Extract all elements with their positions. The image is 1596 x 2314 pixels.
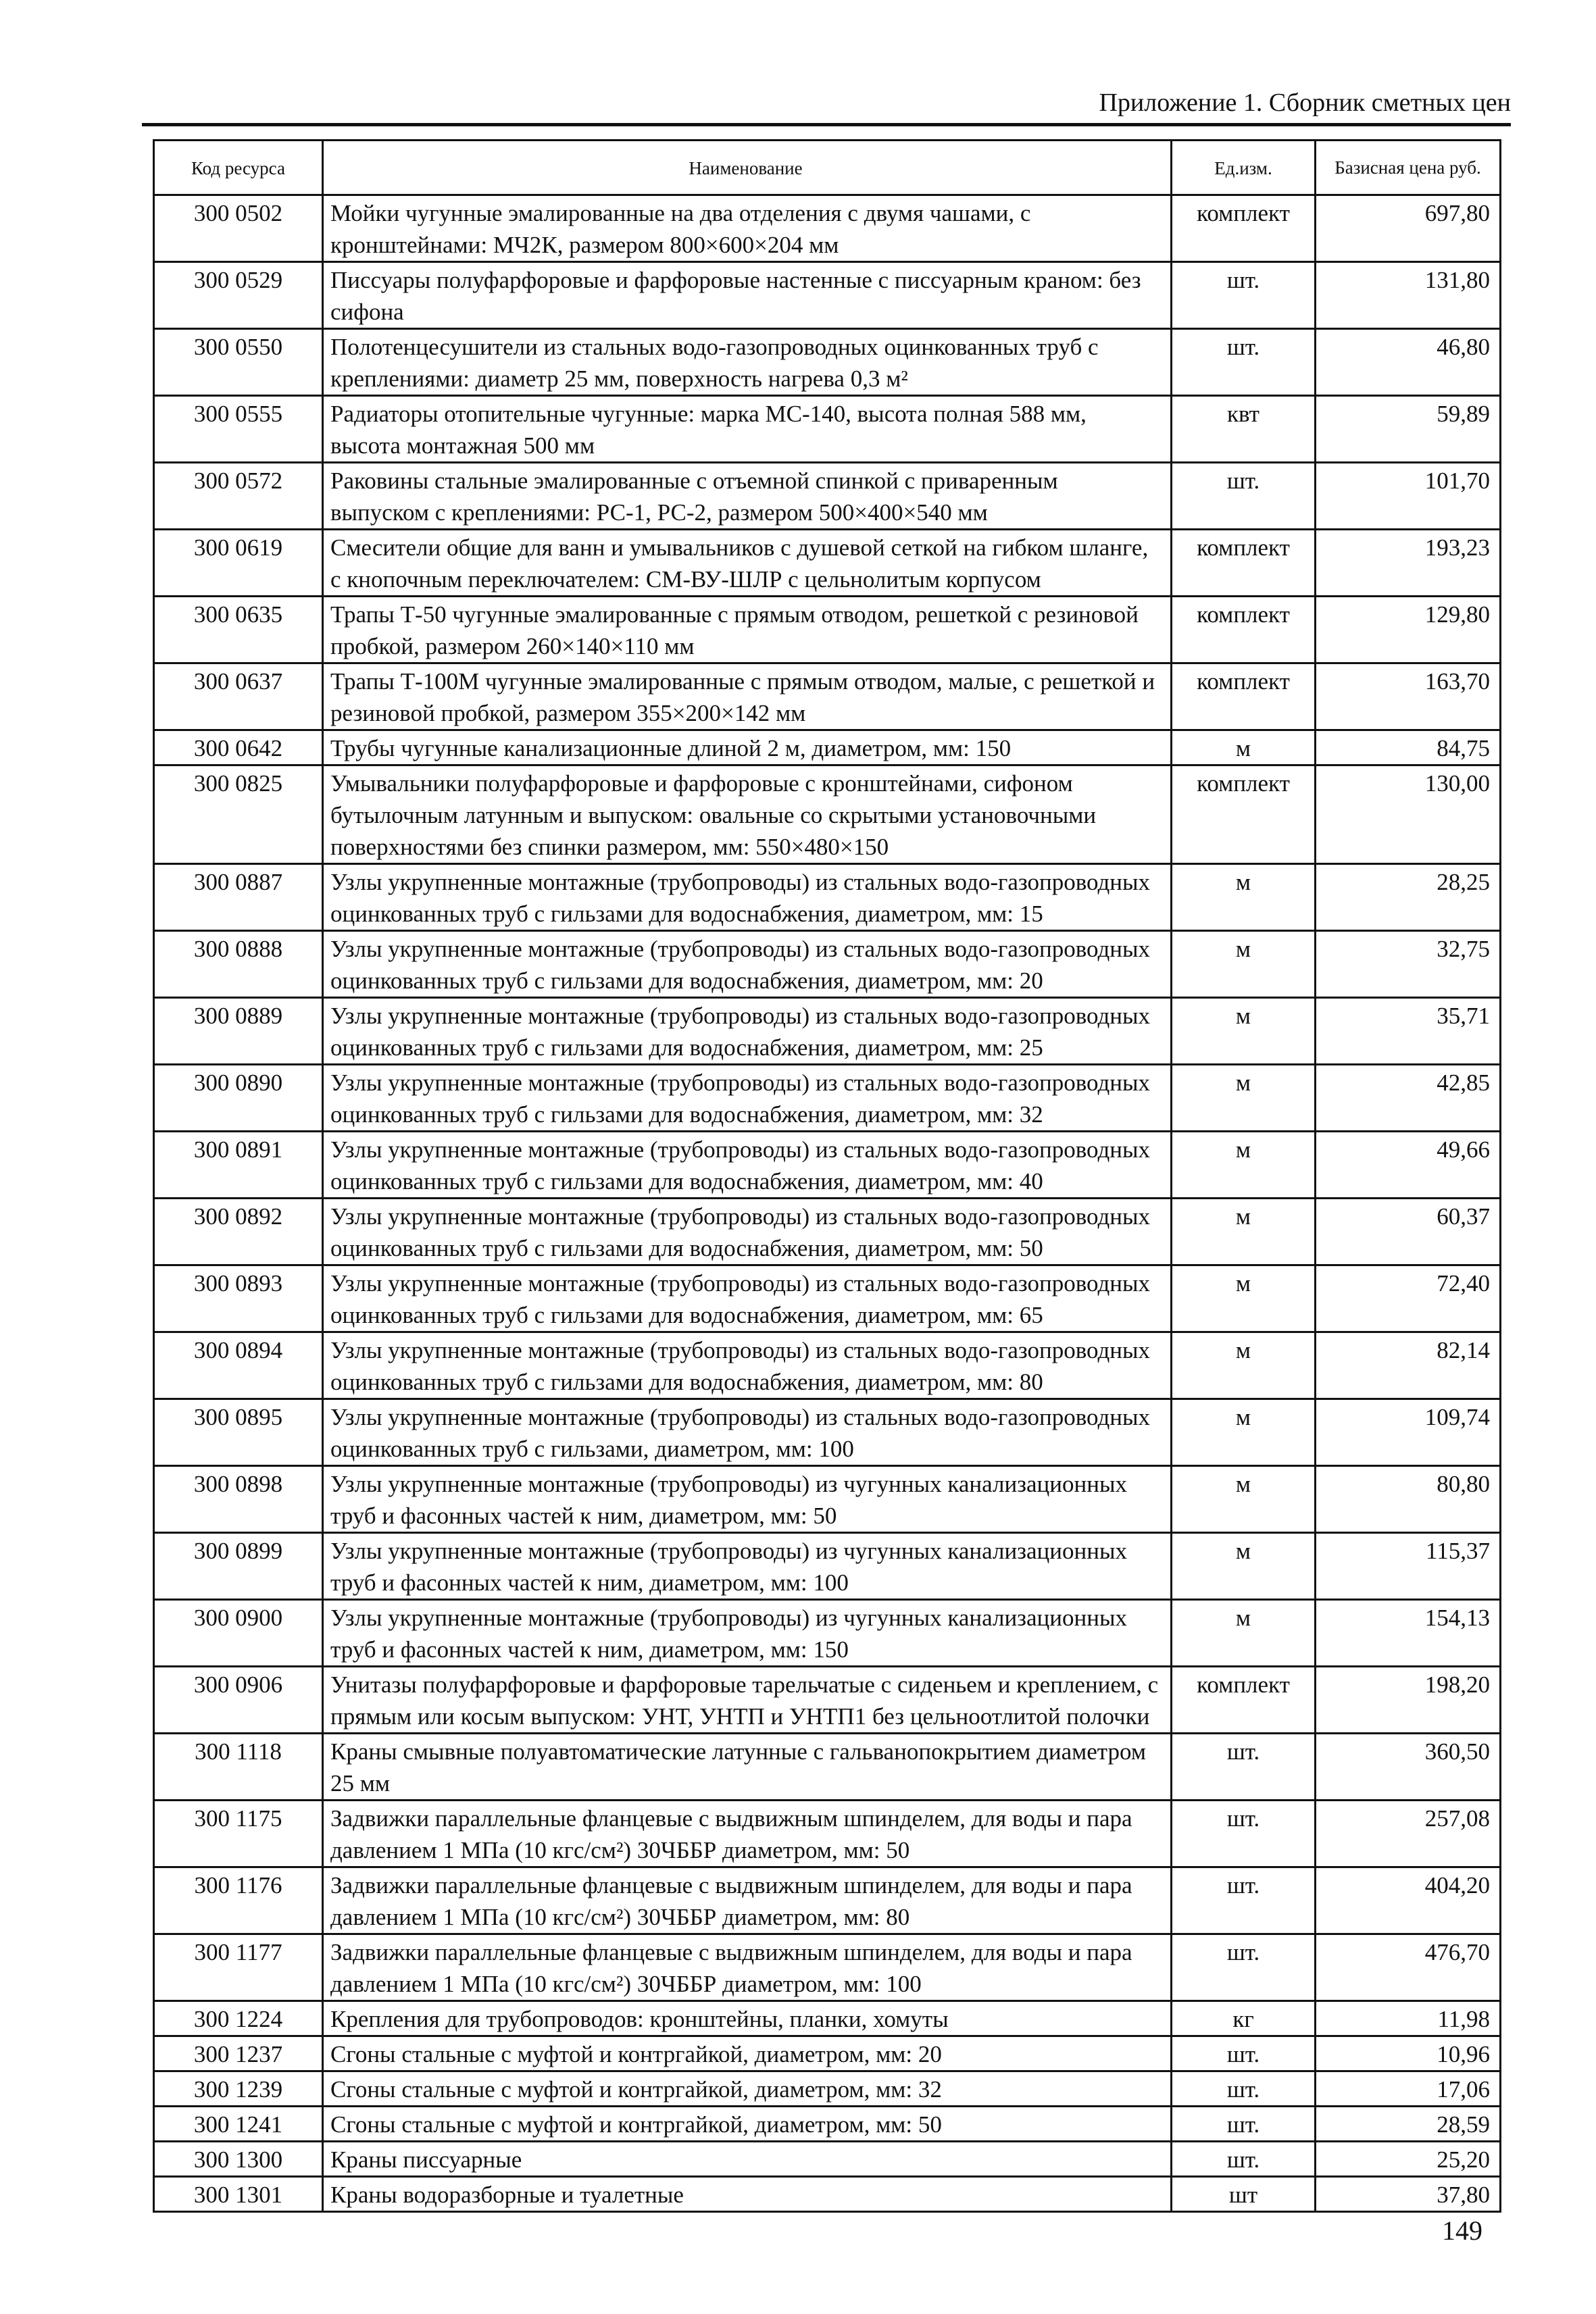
resource-name-cell: Краны писсуарные: [323, 2142, 1172, 2177]
resource-name-cell: Узлы укрупненные монтажные (трубопроводы) из стальных водо-газопроводных оцинкованных труб с гильзами для водоснабжения, диаметром, мм: 32: [323, 1065, 1172, 1132]
table-header-row: [154, 141, 1501, 195]
resource-name-cell: Трапы Т-50 чугунные эмалированные с прямым отводом, решеткой с резиновой пробкой, размером 260×140×110 мм: [323, 597, 1172, 663]
price-cell: 131,80: [1316, 262, 1501, 329]
resource-code-cell: 300 0906: [154, 1667, 323, 1734]
price-cell: 72,40: [1316, 1265, 1501, 1332]
unit-cell: комплект: [1172, 597, 1316, 663]
unit-cell: комплект: [1172, 1667, 1316, 1734]
unit-cell: шт.: [1172, 1801, 1316, 1867]
price-cell: 154,13: [1316, 1600, 1501, 1667]
table-row: [154, 2177, 1501, 2212]
header-code: Код ресурса: [154, 141, 323, 195]
resource-code-cell: 300 0899: [154, 1533, 323, 1600]
unit-cell: м: [1172, 1199, 1316, 1265]
price-cell: 84,75: [1316, 730, 1501, 765]
resource-code-cell: 300 0555: [154, 396, 323, 463]
table-row: [154, 2107, 1501, 2142]
table-row: [154, 1199, 1501, 1265]
resource-name-cell: Узлы укрупненные монтажные (трубопроводы) из стальных водо-газопроводных оцинкованных труб с гильзами для водоснабжения, диаметром, мм: 65: [323, 1265, 1172, 1332]
resource-name-cell: Узлы укрупненные монтажные (трубопроводы) из стальных водо-газопроводных оцинкованных труб с гильзами для водоснабжения, диаметром, мм: 15: [323, 864, 1172, 931]
table-row: [154, 1533, 1501, 1600]
unit-cell: шт.: [1172, 262, 1316, 329]
resource-name-cell: Узлы укрупненные монтажные (трубопроводы) из стальных водо-газопроводных оцинкованных труб с гильзами, диаметром, мм: 100: [323, 1399, 1172, 1466]
resource-code-cell: 300 1241: [154, 2107, 323, 2142]
table-row: [154, 1600, 1501, 1667]
resource-name-cell: Узлы укрупненные монтажные (трубопроводы) из стальных водо-газопроводных оцинкованных труб с гильзами для водоснабжения, диаметром, мм: 40: [323, 1132, 1172, 1199]
resource-name-cell: Радиаторы отопительные чугунные: марка МС-140, высота полная 588 мм, высота монтажная 500 мм: [323, 396, 1172, 463]
table-row: [154, 1065, 1501, 1132]
unit-cell: м: [1172, 1065, 1316, 1132]
price-cell: 193,23: [1316, 530, 1501, 597]
resource-code-cell: 300 1239: [154, 2071, 323, 2107]
resource-code-cell: 300 0637: [154, 663, 323, 730]
price-cell: 697,80: [1316, 195, 1501, 262]
unit-cell: шт.: [1172, 2142, 1316, 2177]
unit-cell: шт.: [1172, 329, 1316, 396]
resource-name-cell: Сгоны стальные с муфтой и контргайкой, диаметром, мм: 50: [323, 2107, 1172, 2142]
table-row: [154, 396, 1501, 463]
unit-cell: м: [1172, 1332, 1316, 1399]
price-cell: 476,70: [1316, 1934, 1501, 2001]
table-row: [154, 597, 1501, 663]
table-row: [154, 329, 1501, 396]
resource-code-cell: 300 1224: [154, 2001, 323, 2036]
resource-name-cell: Узлы укрупненные монтажные (трубопроводы) из чугунных канализационных труб и фасонных частей к ним, диаметром, мм: 100: [323, 1533, 1172, 1600]
resource-code-cell: 300 1175: [154, 1801, 323, 1867]
resource-name-cell: Смесители общие для ванн и умывальников с душевой сеткой на гибком шланге, с кнопочным переключателем: СМ-ВУ-ШЛР с цельнолитым корпусом: [323, 530, 1172, 597]
price-cell: 35,71: [1316, 998, 1501, 1065]
table-row: [154, 262, 1501, 329]
resource-code-cell: 300 0887: [154, 864, 323, 931]
table-row: [154, 1132, 1501, 1199]
resource-name-cell: Сгоны стальные с муфтой и контргайкой, диаметром, мм: 20: [323, 2036, 1172, 2071]
table-row: [154, 864, 1501, 931]
resource-code-cell: 300 0529: [154, 262, 323, 329]
unit-cell: м: [1172, 931, 1316, 998]
resource-code-cell: 300 0895: [154, 1399, 323, 1466]
resource-name-cell: Мойки чугунные эмалированные на два отделения с двумя чашами, с кронштейнами: МЧ2К, размером 800×600×204 мм: [323, 195, 1172, 262]
table-row: [154, 765, 1501, 864]
resource-code-cell: 300 0502: [154, 195, 323, 262]
resource-name-cell: Раковины стальные эмалированные с отъемной спинкой с приваренным выпуском с креплениями: РС-1, РС-2, размером 500×400×540 мм: [323, 463, 1172, 530]
resource-code-cell: 300 0892: [154, 1199, 323, 1265]
resource-name-cell: Узлы укрупненные монтажные (трубопроводы) из стальных водо-газопроводных оцинкованных труб с гильзами для водоснабжения, диаметром, мм: 25: [323, 998, 1172, 1065]
unit-cell: м: [1172, 730, 1316, 765]
resource-name-cell: Унитазы полуфарфоровые и фарфоровые тарельчатые с сиденьем и креплением, с прямым или косым выпуском: УНТ, УНТП и УНТП1 без цельноотлитой полочки: [323, 1667, 1172, 1734]
table-row: [154, 663, 1501, 730]
table-row: [154, 195, 1501, 262]
resource-name-cell: Узлы укрупненные монтажные (трубопроводы) из чугунных канализационных труб и фасонных частей к ним, диаметром, мм: 50: [323, 1466, 1172, 1533]
resource-code-cell: 300 0900: [154, 1600, 323, 1667]
resource-name-cell: Сгоны стальные с муфтой и контргайкой, диаметром, мм: 32: [323, 2071, 1172, 2107]
table-row: [154, 1934, 1501, 2001]
table-row: [154, 1399, 1501, 1466]
price-cell: 11,98: [1316, 2001, 1501, 2036]
resource-name-cell: Трапы Т-100М чугунные эмалированные с прямым отводом, малые, с решеткой и резиновой пробкой, размером 355×200×142 мм: [323, 663, 1172, 730]
resource-code-cell: 300 1237: [154, 2036, 323, 2071]
price-cell: 59,89: [1316, 396, 1501, 463]
table-row: [154, 998, 1501, 1065]
table-row: [154, 1734, 1501, 1801]
unit-cell: м: [1172, 998, 1316, 1065]
unit-cell: квт: [1172, 396, 1316, 463]
resource-code-cell: 300 0825: [154, 765, 323, 864]
resource-name-cell: Узлы укрупненные монтажные (трубопроводы) из стальных водо-газопроводных оцинкованных труб с гильзами для водоснабжения, диаметром, мм: 80: [323, 1332, 1172, 1399]
table-row: [154, 2036, 1501, 2071]
unit-cell: комплект: [1172, 663, 1316, 730]
resource-code-cell: 300 0550: [154, 329, 323, 396]
table-row: [154, 2001, 1501, 2036]
header-unit: Ед.изм.: [1172, 141, 1316, 195]
page-number: 149: [1442, 2215, 1482, 2246]
resource-code-cell: 300 0893: [154, 1265, 323, 1332]
unit-cell: кг: [1172, 2001, 1316, 2036]
resource-name-cell: Узлы укрупненные монтажные (трубопроводы) из стальных водо-газопроводных оцинкованных труб с гильзами для водоснабжения, диаметром, мм: 20: [323, 931, 1172, 998]
price-cell: 80,80: [1316, 1466, 1501, 1533]
table-row: [154, 1667, 1501, 1734]
unit-cell: комплект: [1172, 765, 1316, 864]
resource-name-cell: Крепления для трубопроводов: кронштейны, планки, хомуты: [323, 2001, 1172, 2036]
table-row: [154, 2142, 1501, 2177]
resource-code-cell: 300 0635: [154, 597, 323, 663]
unit-cell: шт.: [1172, 1734, 1316, 1801]
resource-name-cell: Краны смывные полуавтоматические латунные с гальванопокрытием диаметром 25 мм: [323, 1734, 1172, 1801]
price-cell: 404,20: [1316, 1867, 1501, 1934]
table-row: [154, 530, 1501, 597]
resource-code-cell: 300 0890: [154, 1065, 323, 1132]
table-row: [154, 1466, 1501, 1533]
price-cell: 28,25: [1316, 864, 1501, 931]
resource-name-cell: Задвижки параллельные фланцевые с выдвижным шпинделем, для воды и пара давлением 1 МПа (10 кгс/см²) 30ЧББР диаметром, мм: 50: [323, 1801, 1172, 1867]
resource-code-cell: 300 0898: [154, 1466, 323, 1533]
table-row: [154, 931, 1501, 998]
price-cell: 10,96: [1316, 2036, 1501, 2071]
resource-name-cell: Писсуары полуфарфоровые и фарфоровые настенные с писсуарным краном: без сифона: [323, 262, 1172, 329]
price-cell: 109,74: [1316, 1399, 1501, 1466]
resource-code-cell: 300 0894: [154, 1332, 323, 1399]
header-price: Базисная цена руб.: [1316, 141, 1501, 195]
unit-cell: м: [1172, 1600, 1316, 1667]
resource-code-cell: 300 0619: [154, 530, 323, 597]
unit-cell: м: [1172, 1466, 1316, 1533]
resource-code-cell: 300 0642: [154, 730, 323, 765]
resource-name-cell: Умывальники полуфарфоровые и фарфоровые с кронштейнами, сифоном бутылочным латунным и выпуском: овальные со скрытыми установочными поверхностями без спинки размером, мм: 550×480×150: [323, 765, 1172, 864]
price-cell: 115,37: [1316, 1533, 1501, 1600]
unit-cell: м: [1172, 1533, 1316, 1600]
unit-cell: комплект: [1172, 195, 1316, 262]
resource-name-cell: Трубы чугунные канализационные длиной 2 м, диаметром, мм: 150: [323, 730, 1172, 765]
unit-cell: шт.: [1172, 2107, 1316, 2142]
price-cell: 28,59: [1316, 2107, 1501, 2142]
unit-cell: шт: [1172, 2177, 1316, 2212]
table-row: [154, 463, 1501, 530]
table-row: [154, 1332, 1501, 1399]
price-cell: 46,80: [1316, 329, 1501, 396]
table-row: [154, 730, 1501, 765]
price-cell: 198,20: [1316, 1667, 1501, 1734]
price-cell: 17,06: [1316, 2071, 1501, 2107]
resource-code-cell: 300 1177: [154, 1934, 323, 2001]
unit-cell: шт.: [1172, 463, 1316, 530]
resource-code-cell: 300 0889: [154, 998, 323, 1065]
resource-name-cell: Задвижки параллельные фланцевые с выдвижным шпинделем, для воды и пара давлением 1 МПа (10 кгс/см²) 30ЧББР диаметром, мм: 80: [323, 1867, 1172, 1934]
unit-cell: шт.: [1172, 2036, 1316, 2071]
price-cell: 360,50: [1316, 1734, 1501, 1801]
running-header: Приложение 1. Сборник сметных цен: [1099, 89, 1511, 117]
price-cell: 42,85: [1316, 1065, 1501, 1132]
resource-code-cell: 300 1300: [154, 2142, 323, 2177]
resource-name-cell: Узлы укрупненные монтажные (трубопроводы) из чугунных канализационных труб и фасонных частей к ним, диаметром, мм: 150: [323, 1600, 1172, 1667]
table-row: [154, 1867, 1501, 1934]
header-name: Наименование: [323, 141, 1172, 195]
resource-code-cell: 300 0888: [154, 931, 323, 998]
resource-code-cell: 300 1301: [154, 2177, 323, 2212]
resource-code-cell: 300 0891: [154, 1132, 323, 1199]
price-cell: 163,70: [1316, 663, 1501, 730]
resource-code-cell: 300 0572: [154, 463, 323, 530]
resource-name-cell: Задвижки параллельные фланцевые с выдвижным шпинделем, для воды и пара давлением 1 МПа (10 кгс/см²) 30ЧББР диаметром, мм: 100: [323, 1934, 1172, 2001]
unit-cell: м: [1172, 864, 1316, 931]
price-cell: 60,37: [1316, 1199, 1501, 1265]
unit-cell: шт.: [1172, 1934, 1316, 2001]
unit-cell: м: [1172, 1132, 1316, 1199]
resource-name-cell: Краны водоразборные и туалетные: [323, 2177, 1172, 2212]
resource-code-cell: 300 1118: [154, 1734, 323, 1801]
unit-cell: м: [1172, 1265, 1316, 1332]
table-body: [154, 195, 1501, 2212]
price-cell: 49,66: [1316, 1132, 1501, 1199]
table-row: [154, 1265, 1501, 1332]
header-rule: [142, 123, 1511, 126]
price-cell: 129,80: [1316, 597, 1501, 663]
price-cell: 25,20: [1316, 2142, 1501, 2177]
resource-name-cell: Узлы укрупненные монтажные (трубопроводы) из стальных водо-газопроводных оцинкованных труб с гильзами для водоснабжения, диаметром, мм: 50: [323, 1199, 1172, 1265]
price-cell: 82,14: [1316, 1332, 1501, 1399]
resource-name-cell: Полотенцесушители из стальных водо-газопроводных оцинкованных труб с креплениями: диаметр 25 мм, поверхность нагрева 0,3 м²: [323, 329, 1172, 396]
table-row: [154, 1801, 1501, 1867]
unit-cell: шт.: [1172, 2071, 1316, 2107]
price-cell: 257,08: [1316, 1801, 1501, 1867]
price-cell: 130,00: [1316, 765, 1501, 864]
unit-cell: м: [1172, 1399, 1316, 1466]
unit-cell: комплект: [1172, 530, 1316, 597]
price-cell: 101,70: [1316, 463, 1501, 530]
unit-cell: шт.: [1172, 1867, 1316, 1934]
resource-code-cell: 300 1176: [154, 1867, 323, 1934]
price-table: [153, 139, 1501, 2213]
price-cell: 32,75: [1316, 931, 1501, 998]
price-cell: 37,80: [1316, 2177, 1501, 2212]
table-row: [154, 2071, 1501, 2107]
